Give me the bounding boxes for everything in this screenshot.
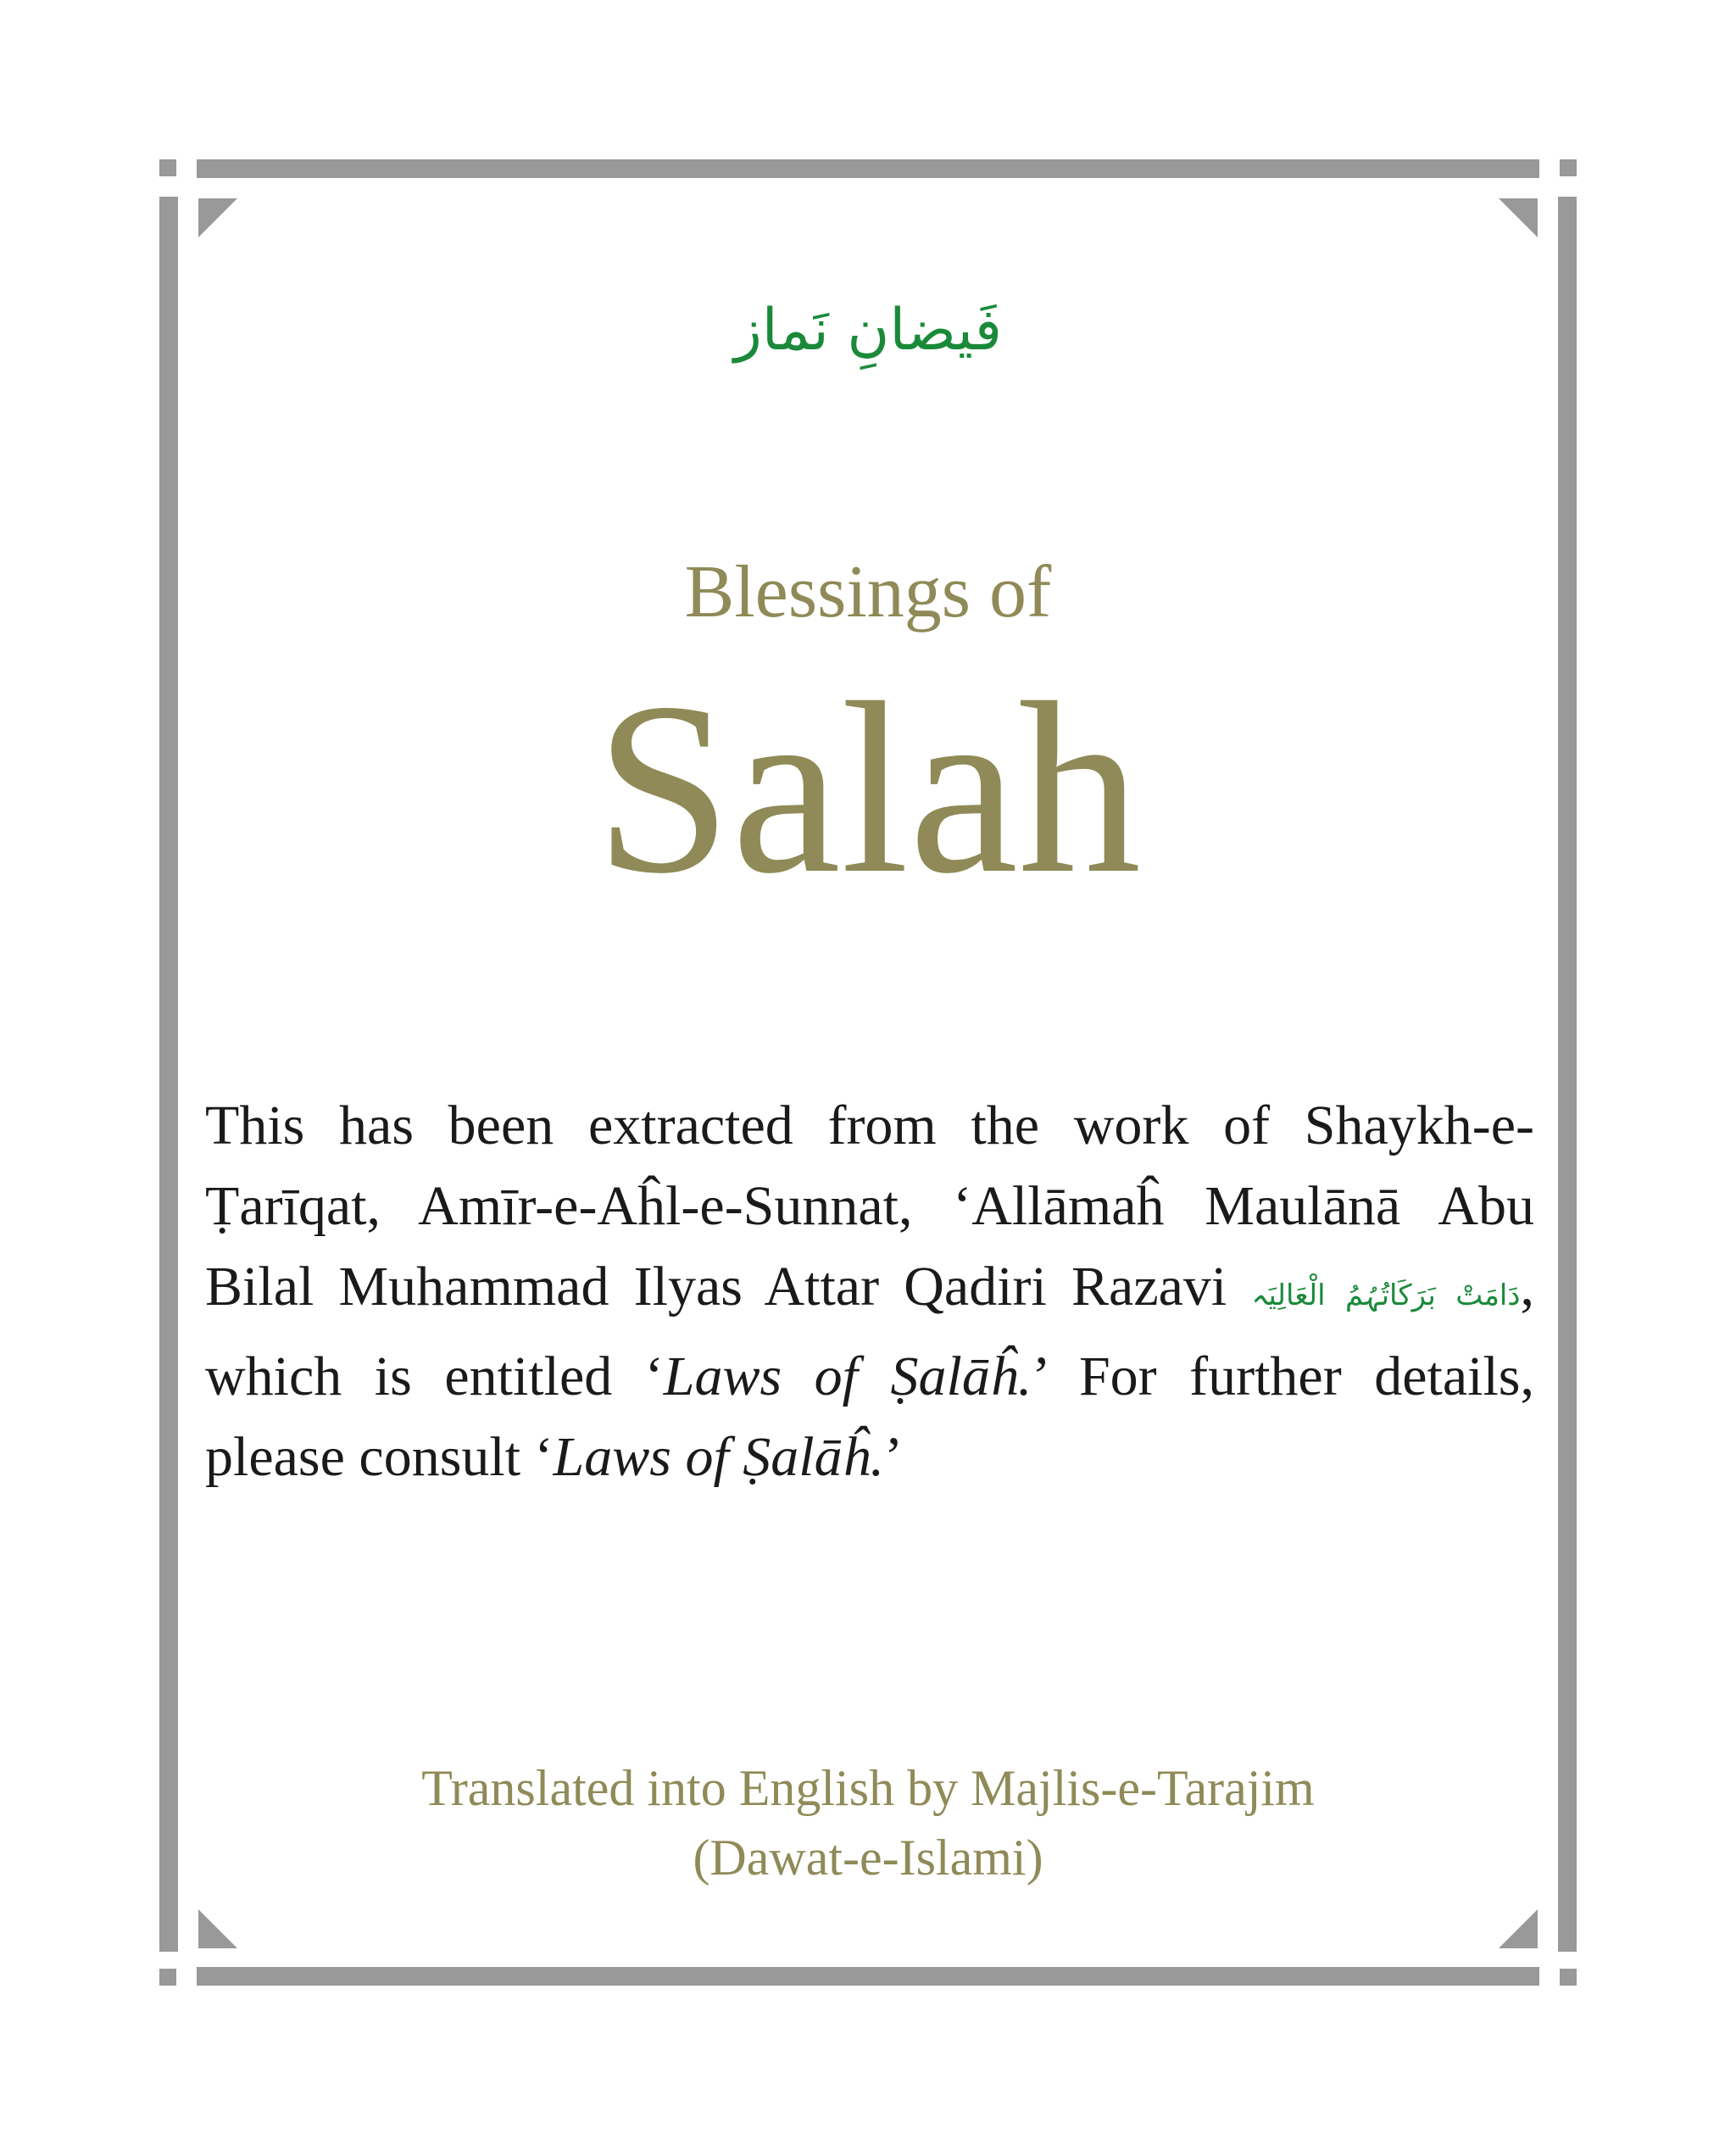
description-text-4: ’ [884, 1426, 904, 1488]
corner-ornament-top-left [198, 198, 237, 237]
frame-top-bar [197, 159, 1539, 178]
description-paragraph [205, 1085, 1534, 1497]
description-text-1: This has been extracted from the work of Shaykh-e-Ṭarīqat, Amīr-e-Aĥl-e-Sunnat, ‘Allāmaĥ Maulānā Abu Bilal Muhammad Ilyas Attar Qadiri Razavi [205, 1095, 1534, 1318]
arabic-title: فَیضانِ نَماز [733, 297, 1003, 364]
credit-line-1: Translated into English by Majlis-e-Tarajim [421, 1760, 1315, 1816]
frame-bottom-bar [197, 1967, 1539, 1986]
translation-credit [0, 1753, 1736, 1892]
description-text-2: , which is entitled ‘ [205, 1256, 1534, 1407]
frame-left-bar [159, 197, 178, 1952]
frame-corner-top-right [1560, 159, 1577, 176]
frame-corner-bottom-right [1560, 1969, 1577, 1986]
description-text-3: ’ For further details, please consult ‘ [205, 1346, 1534, 1488]
frame-right-bar [1558, 197, 1577, 1952]
corner-ornament-top-right [1499, 198, 1538, 237]
book-title-reference-2: Laws of Ṣalāĥ. [553, 1426, 885, 1488]
book-title-reference-1: Laws of Ṣalāĥ. [663, 1346, 1032, 1407]
corner-ornament-bottom-left [198, 1909, 237, 1948]
credit-line-2: (Dawat-e-Islami) [693, 1830, 1043, 1886]
frame-corner-top-left [159, 159, 176, 176]
subtitle: Blessings of [684, 551, 1052, 633]
page-title: Salah [594, 652, 1142, 924]
frame-corner-bottom-left [159, 1969, 176, 1986]
honorific-dua: دَامَتْ بَرَکَاتُہُمُ الْعَالِیَہ [1251, 1279, 1521, 1312]
corner-ornament-bottom-right [1499, 1909, 1538, 1948]
